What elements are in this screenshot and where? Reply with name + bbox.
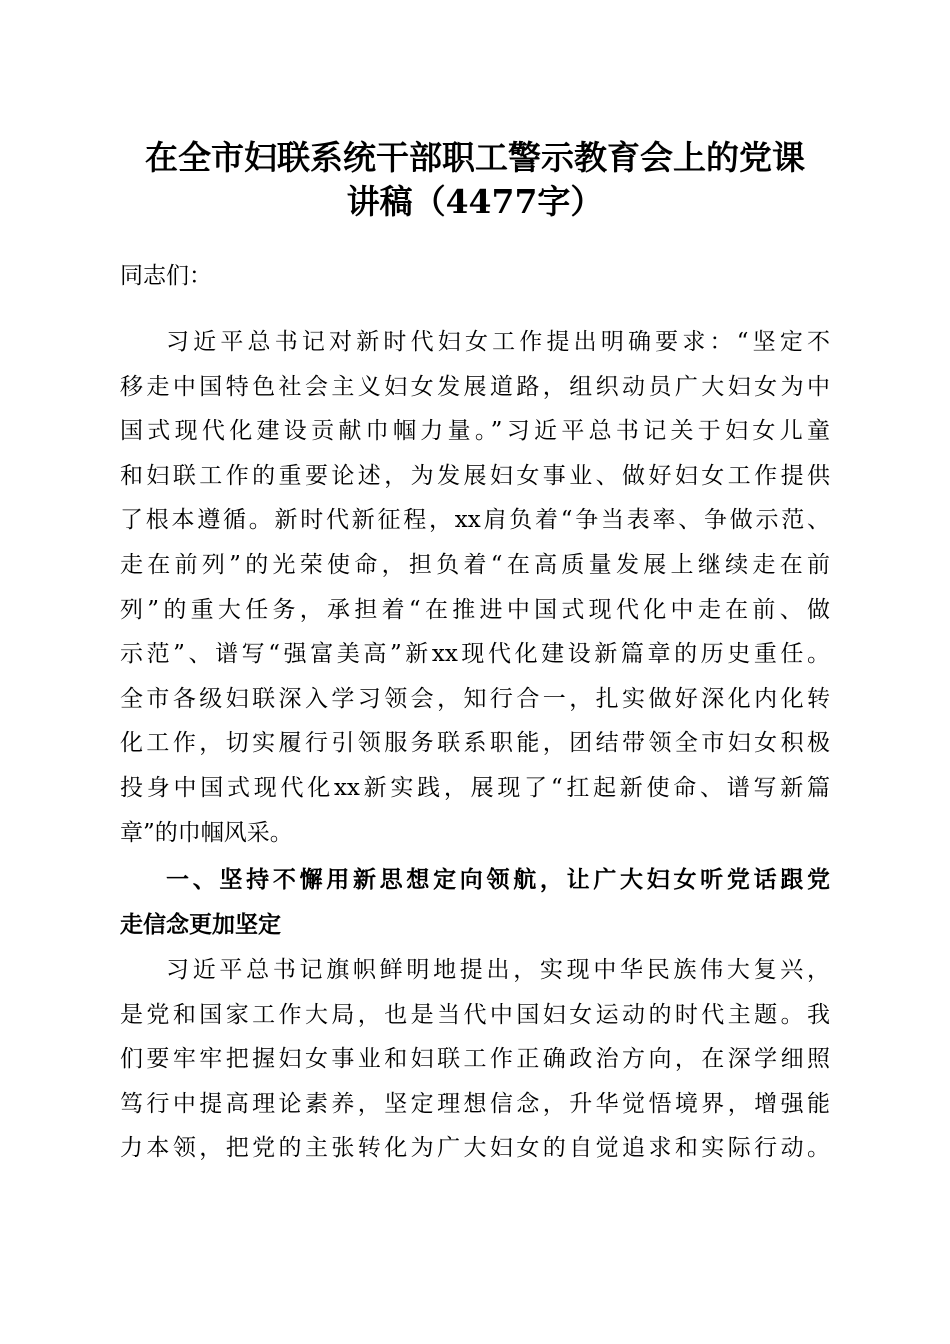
title-line-1: 在全市妇联系统干部职工警示教育会上的党课 — [145, 138, 805, 177]
paragraph-line: 全市各级妇联深入学习领会，知行合一，扎实做好深化内化转 — [120, 685, 830, 712]
heading-line: 走信念更加坚定 — [120, 911, 281, 938]
paragraph-line: 是党和国家工作大局，也是当代中国妇女运动的时代主题。我 — [120, 1001, 830, 1028]
paragraph-line: 示范”、谱写“强富美高”新xx现代化建设新篇章的历史重任。 — [120, 641, 830, 668]
paragraph-line: 习近平总书记对新时代妇女工作提出明确要求：“坚定不 — [166, 329, 830, 355]
paragraph-line: 投身中国式现代化xx新实践，展现了“扛起新使命、谱写新篇 — [120, 774, 830, 801]
paragraph-line: 们要牢牢把握妇女事业和妇联工作正确政治方向，在深学细照 — [120, 1046, 830, 1073]
paragraph-line: 国式现代化建设贡献巾帼力量。”习近平总书记关于妇女儿童 — [120, 418, 830, 445]
paragraph-line: 移走中国特色社会主义妇女发展道路，组织动员广大妇女为中 — [120, 373, 830, 400]
paragraph-line: 笃行中提高理论素养，坚定理想信念，升华觉悟境界，增强能 — [120, 1090, 830, 1117]
paragraph-line: 习近平总书记旗帜鲜明地提出，实现中华民族伟大复兴， — [166, 957, 830, 983]
document-title — [110, 136, 840, 224]
paragraph-line: 力本领，把党的主张转化为广大妇女的自觉追求和实际行动。 — [120, 1135, 830, 1162]
heading-line: 一、坚持不懈用新思想定向领航，让广大妇女听党话跟党 — [166, 867, 830, 893]
paragraph-line: 化工作，切实履行引领服务联系职能，团结带领全市妇女积极 — [120, 730, 830, 757]
paragraph-line: 走在前列”的光荣使命，担负着“在高质量发展上继续走在前 — [120, 551, 830, 578]
paragraph-line: 了根本遵循。新时代新征程，xx肩负着“争当表率、争做示范、 — [120, 507, 830, 534]
paragraph-line: 和妇联工作的重要论述，为发展妇女事业、做好妇女工作提供 — [120, 462, 830, 489]
salutation: 同志们： — [120, 263, 212, 289]
title-line-2: 讲稿（4477字） — [346, 182, 604, 221]
paragraph-line: 列”的重大任务，承担着“在推进中国式现代化中走在前、做 — [120, 596, 830, 623]
paragraph-2 — [120, 948, 830, 1171]
paragraph-1 — [120, 320, 830, 855]
paragraph-line: 章”的巾帼风采。 — [120, 819, 293, 846]
section-heading-1 — [120, 858, 830, 947]
